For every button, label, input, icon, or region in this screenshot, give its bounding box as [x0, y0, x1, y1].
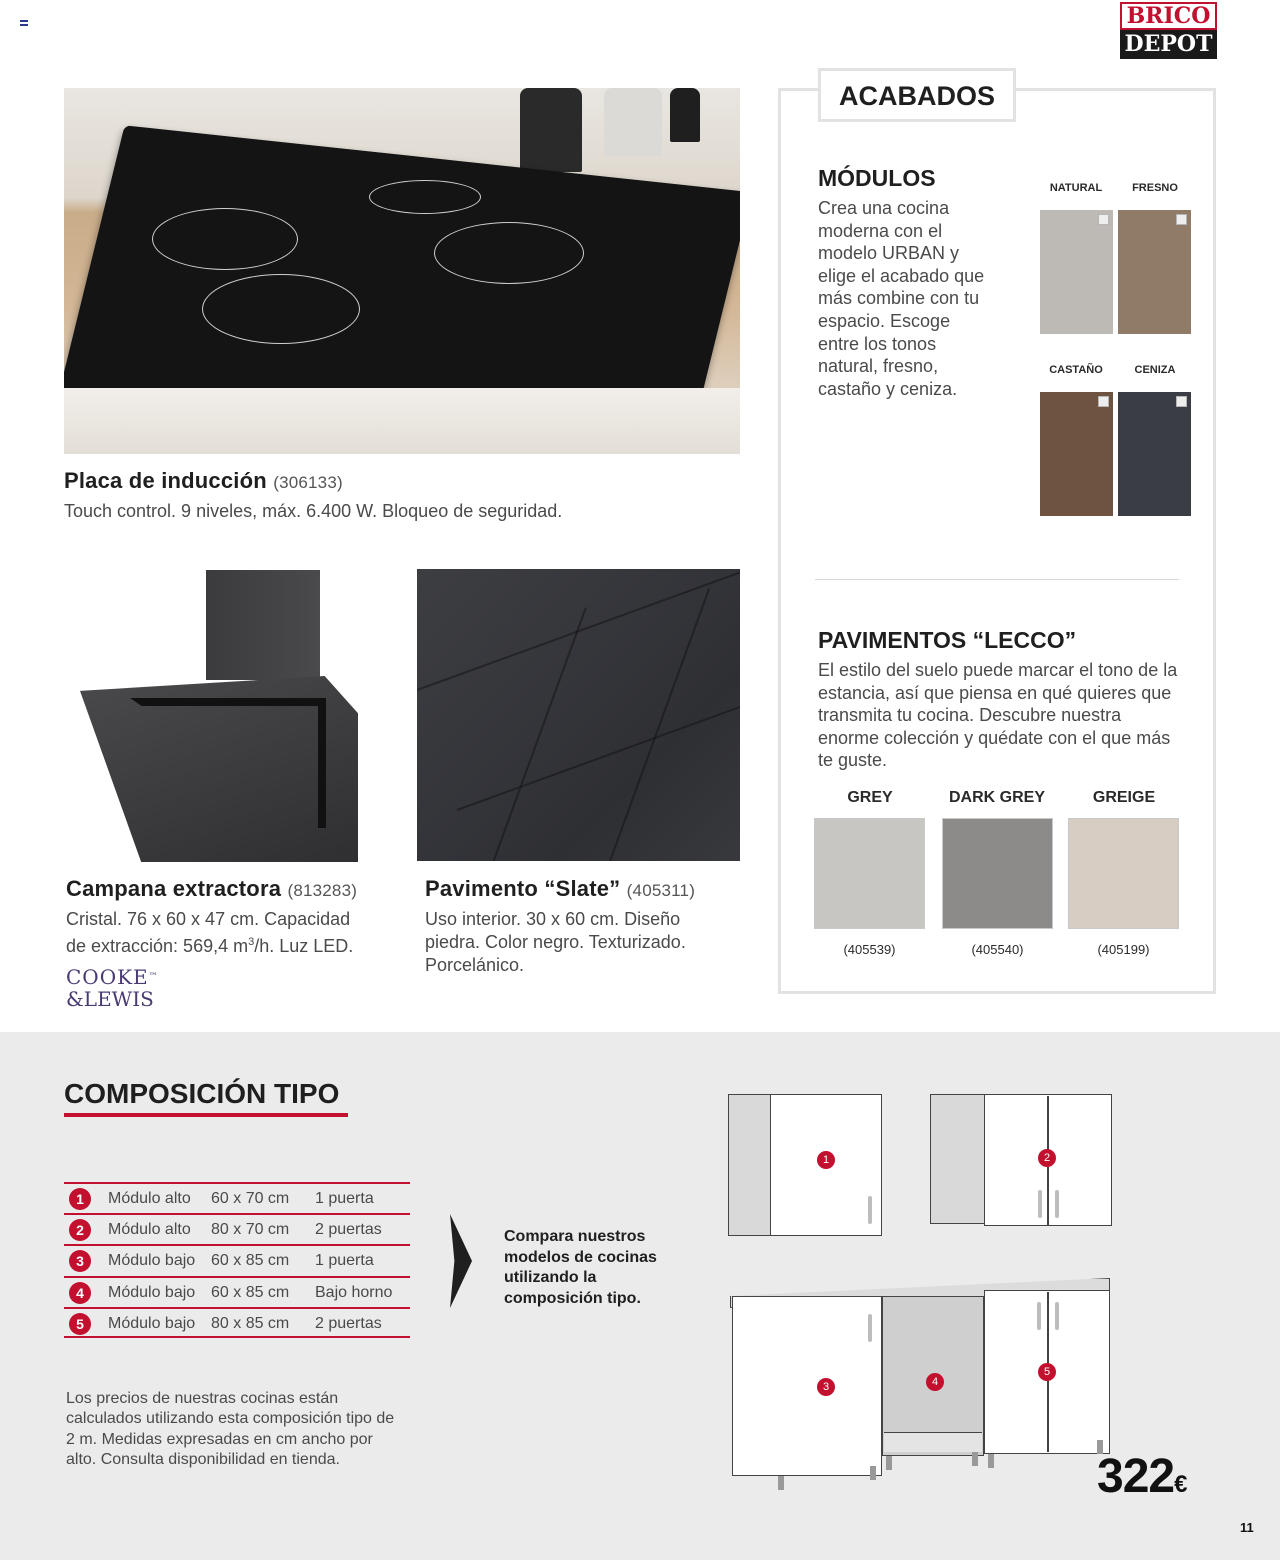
tile-dark-grey: [942, 818, 1053, 929]
panel-divider: [815, 579, 1179, 580]
slate-caption-title: [425, 876, 695, 902]
row-number: 4: [69, 1282, 91, 1304]
swatch-castano: [1040, 392, 1113, 516]
row-type: 2 puertas: [315, 1314, 382, 1332]
swatch-label-natural: NATURAL: [1049, 182, 1103, 194]
cooke-lewis-logo: COOKE™ &LEWIS: [66, 965, 159, 1011]
composition-title: COMPOSICIÓN TIPO: [64, 1078, 340, 1109]
handle-icon: [1055, 1190, 1059, 1218]
cooke-logo-line-1: COOKE: [66, 965, 149, 989]
row-module: Módulo alto: [108, 1221, 191, 1239]
row-type: 1 puerta: [315, 1190, 374, 1207]
tile-ref-grey: (405539): [843, 942, 896, 957]
hood-description: [66, 908, 406, 958]
language-flag-icon: [20, 20, 28, 26]
hood-title: Campana extractora: [66, 876, 282, 901]
swatch-label-ceniza: CENIZA: [1134, 364, 1176, 376]
slate-title: Pavimento “Slate”: [425, 876, 621, 901]
row-module: Módulo bajo: [108, 1314, 196, 1332]
logo-line-2: DEPOT: [1120, 30, 1217, 59]
cabinet-2-side: [930, 1094, 986, 1224]
hob-ref: (306133): [273, 473, 343, 492]
page-number: 11: [1240, 1520, 1254, 1535]
flooring-title: PAVIMENTOS “LECCO”: [818, 627, 1077, 653]
tile-greige: [1068, 818, 1179, 929]
table-row: [64, 1182, 410, 1213]
composition-note: Los precios de nuestras cocinas están calculados utilizando esta composición tipo de 2 m. Medidas expresadas en cm ancho por alto. Consulta disponibilidad en tienda.: [66, 1390, 395, 1468]
table-row: [64, 1244, 410, 1275]
price: [1097, 1449, 1187, 1504]
handle-icon: [1037, 1302, 1041, 1330]
handle-icon: [868, 1314, 872, 1342]
row-module: Módulo bajo: [108, 1283, 196, 1301]
row-size: 60 x 85 cm: [211, 1283, 290, 1301]
row-size: 60 x 70 cm: [211, 1190, 290, 1207]
tile-label-grey: GREY: [847, 789, 893, 806]
cooke-logo-line-2: &LEWIS: [66, 987, 154, 1011]
price-currency: €: [1174, 1471, 1188, 1498]
slate-ref: (405311): [626, 881, 696, 900]
hood-desc-line-1: Cristal. 76 x 60 x 47 cm. Capacidad: [66, 909, 351, 929]
cabinet-number-5: 5: [1038, 1363, 1056, 1381]
slate-floor-image: [417, 569, 740, 861]
row-module: Módulo alto: [108, 1190, 191, 1207]
table-row: [64, 1213, 410, 1244]
handle-icon: [1038, 1190, 1042, 1218]
modules-text: Crea una cocina moderna con el modelo URBAN y elige el acabado que más combine con tu espacio. Escoge entre los tonos natural, fresno, castaño y ceniza.: [818, 198, 985, 399]
extractor-hood-image: [64, 568, 384, 863]
modules-title: MÓDULOS: [818, 165, 936, 191]
cabinet-1-side: [728, 1094, 772, 1236]
compare-text: Compara nuestros modelos de cocinas utilizando la composición tipo.: [504, 1228, 657, 1307]
swatch-ceniza: [1118, 392, 1191, 516]
swatch-label-castano: CASTAÑO: [1049, 364, 1103, 376]
swatch-natural: [1040, 210, 1113, 334]
row-number: 3: [69, 1250, 91, 1272]
cabinet-number-3: 3: [817, 1378, 835, 1396]
hob-description: Touch control. 9 niveles, máx. 6.400 W. Bloqueo de seguridad.: [64, 501, 563, 521]
table-row: [64, 1307, 410, 1338]
row-type: 2 puertas: [315, 1221, 382, 1239]
hob-title: Placa de inducción: [64, 468, 267, 493]
row-number: 5: [69, 1313, 91, 1335]
hood-ref: (813283): [287, 881, 358, 900]
row-type: Bajo horno: [315, 1283, 393, 1301]
price-value: 322: [1097, 1450, 1175, 1503]
brico-depot-logo: [1120, 2, 1217, 58]
row-type: 1 puerta: [315, 1252, 374, 1270]
row-number: 2: [69, 1219, 91, 1241]
handle-icon: [868, 1196, 872, 1224]
swatch-fresno: [1118, 210, 1191, 334]
tile-grey: [814, 818, 925, 929]
row-size: 60 x 85 cm: [211, 1252, 290, 1270]
finishes-tab: ACABADOS: [818, 68, 1016, 122]
flooring-text: El estilo del suelo puede marcar el tono de la estancia, así que piensa en qué quieres que transmita tu cocina. Descubre nuestra enorme colección y quédate con el que más te guste.: [818, 660, 1178, 771]
slate-description: Uso interior. 30 x 60 cm. Diseño piedra. Color negro. Texturizado. Porcelánico.: [425, 909, 686, 975]
row-size: 80 x 70 cm: [211, 1221, 290, 1239]
logo-line-1: BRICO: [1120, 2, 1217, 30]
tile-ref-greige: (405199): [1097, 942, 1150, 957]
cabinet-number-4: 4: [926, 1373, 944, 1391]
composition-table: [64, 1182, 410, 1338]
induction-hob-image: [64, 88, 740, 454]
row-module: Módulo bajo: [108, 1252, 196, 1270]
tile-label-dark-grey: DARK GREY: [948, 789, 1045, 806]
composition-underline: [64, 1113, 348, 1117]
handle-icon: [1055, 1302, 1059, 1330]
swatch-label-fresno: FRESNO: [1132, 182, 1178, 194]
hood-caption-title: [66, 876, 357, 902]
hob-caption-title: [64, 468, 343, 494]
cabinet-number-2: 2: [1038, 1149, 1056, 1167]
table-row: [64, 1276, 410, 1307]
tile-label-greige: GREIGE: [1092, 789, 1156, 806]
row-number: 1: [69, 1188, 91, 1210]
base-cabinet-3: [732, 1296, 882, 1476]
row-size: 80 x 85 cm: [211, 1314, 290, 1332]
cabinet-number-1: 1: [817, 1151, 835, 1169]
tile-ref-dark-grey: (405540): [971, 942, 1024, 957]
hood-desc-line-2: de extracción: 569,4 $m^3/h$. Luz LED.: [66, 936, 354, 956]
